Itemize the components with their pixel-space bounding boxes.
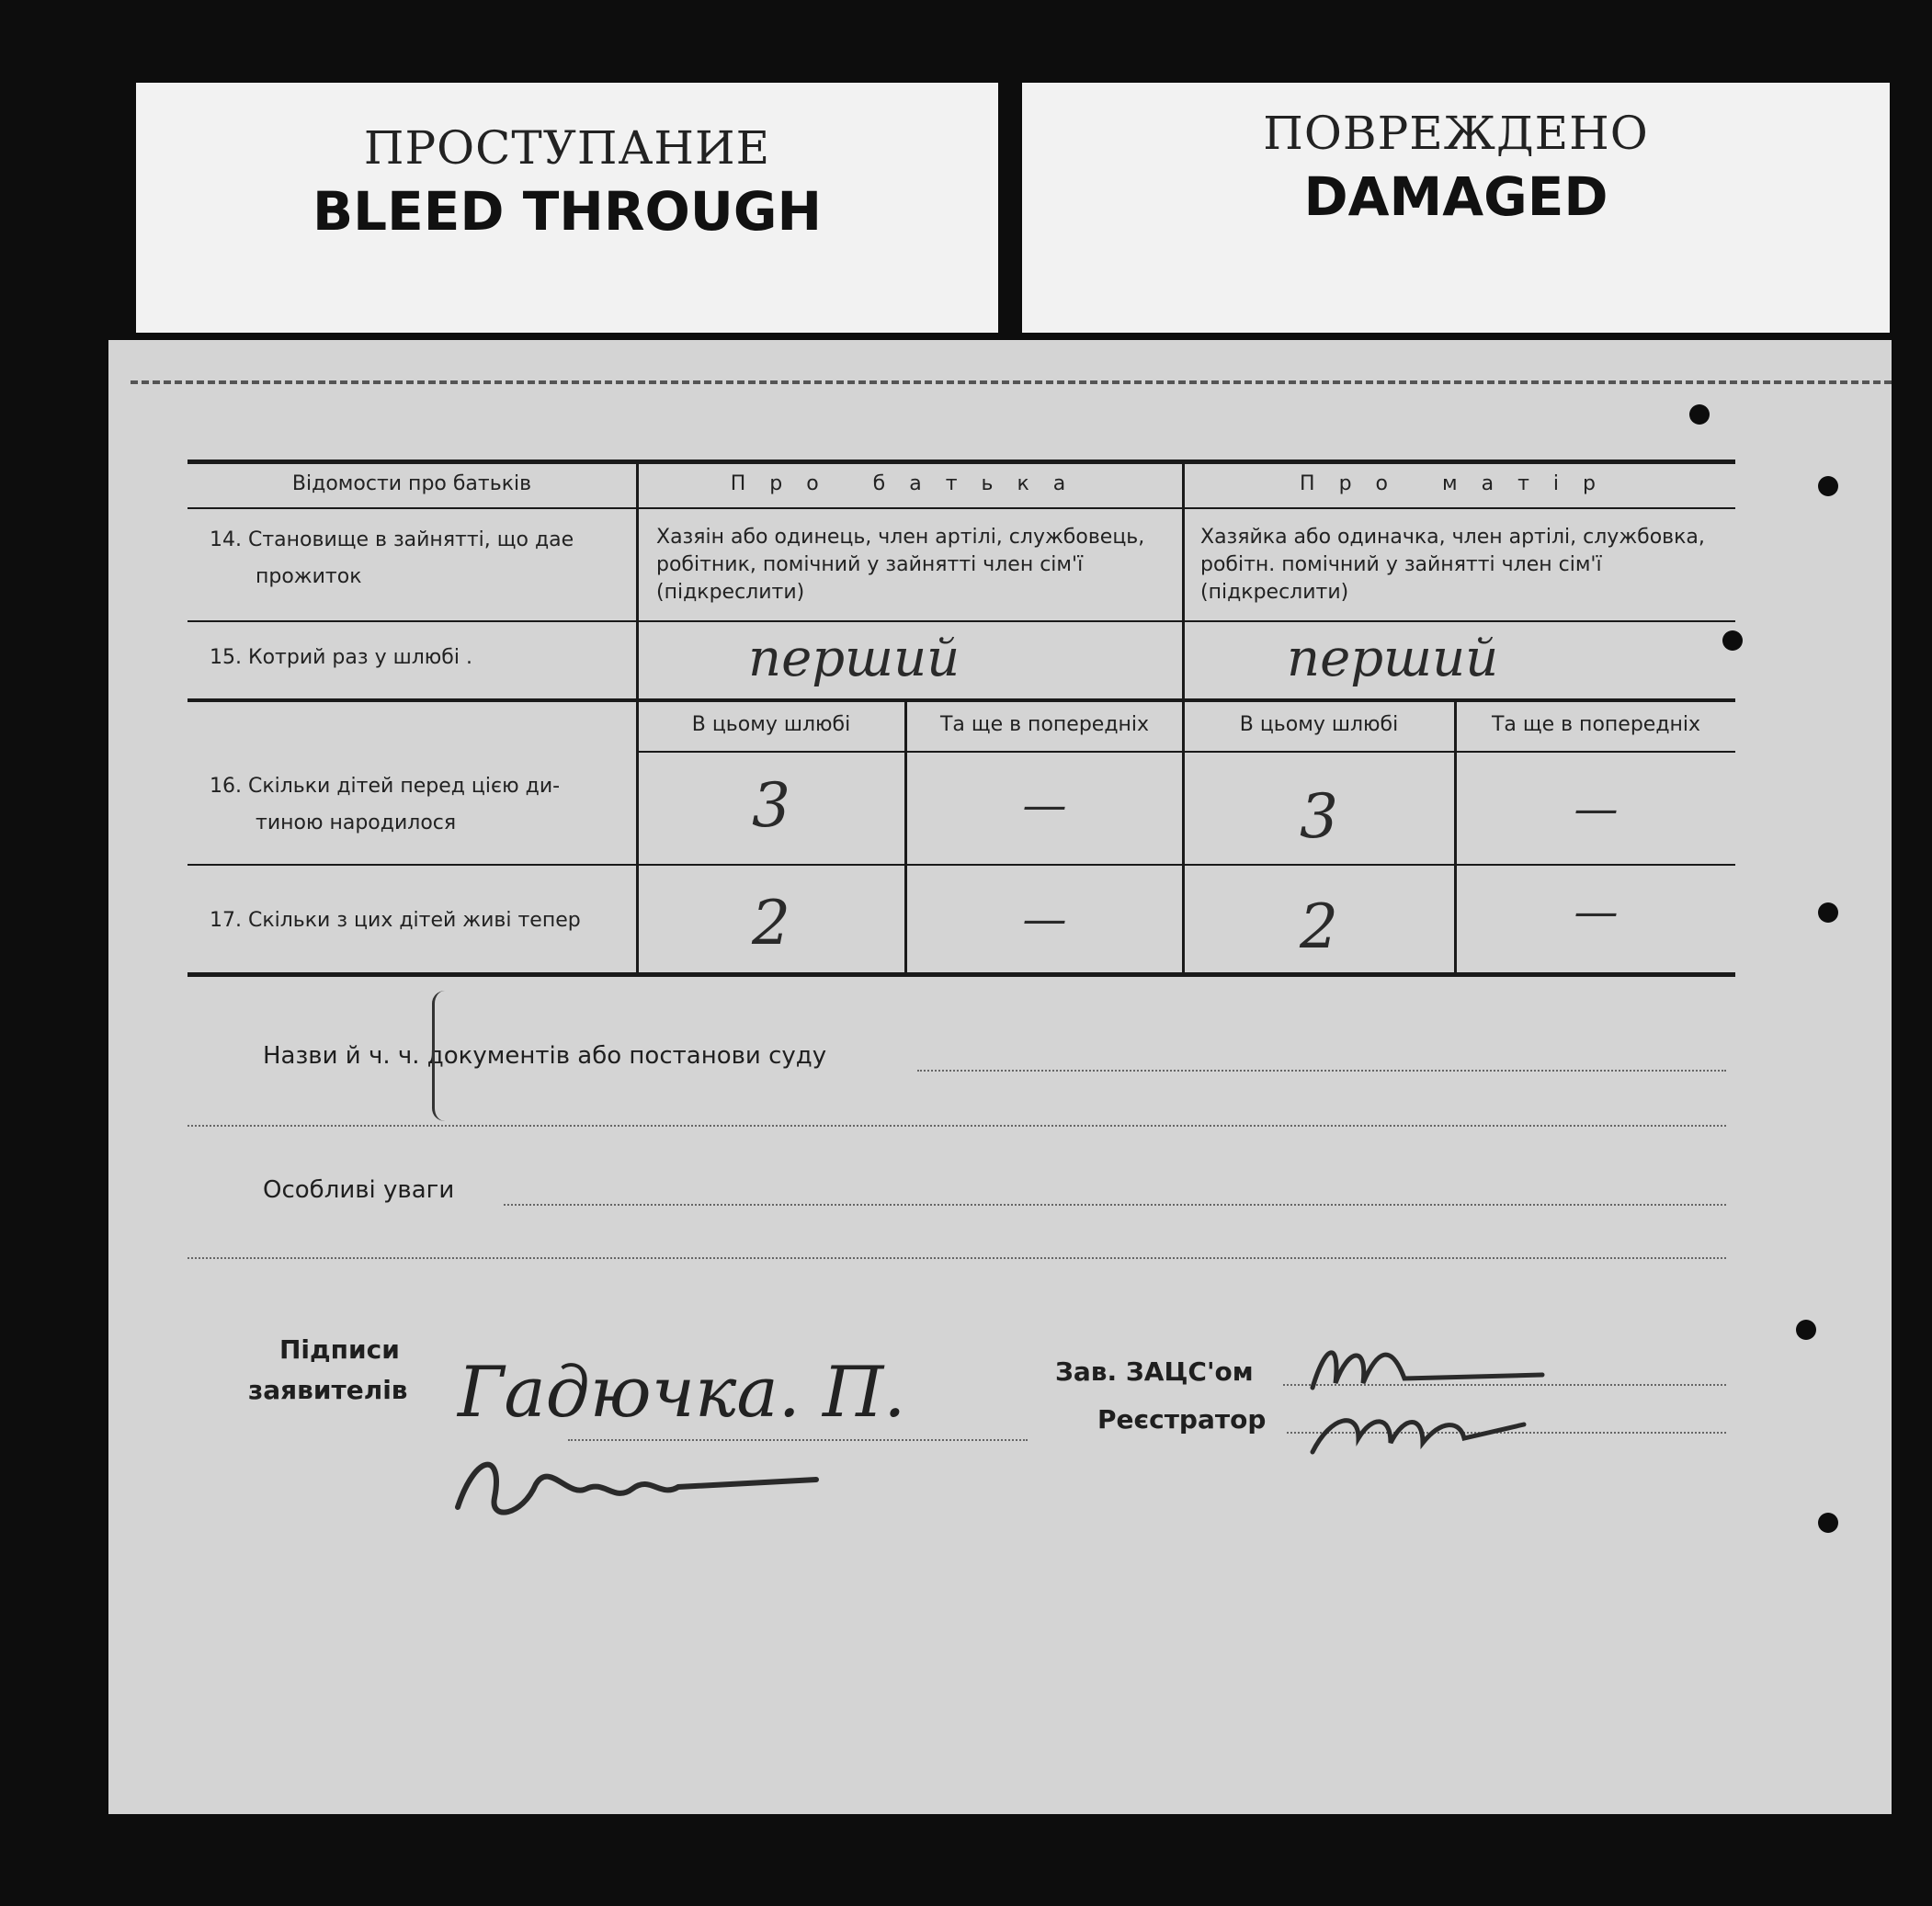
registrar-label: Реєстратор xyxy=(1097,1404,1267,1435)
bleed-through-tag-en: BLEED THROUGH xyxy=(312,180,823,243)
row14-label-b: прожиток xyxy=(256,565,362,588)
row14-father-options: Хазяін або одинець, член артілі, службовець, робітник, помічний у зайнятті член сім'ї (підкреслити) xyxy=(656,526,1145,604)
row14-label-a: 14. Становище в зайнятті, що дае xyxy=(210,528,574,551)
row15-label: 15. Котрий раз у шлюбі . xyxy=(210,646,472,669)
row17-mother-previous: — xyxy=(1574,886,1619,937)
damaged-tag-ru: ПОВРЕЖДЕНО xyxy=(1263,107,1649,160)
document-sheet xyxy=(108,340,1892,1814)
row15-mother-value: перший xyxy=(1287,629,1499,688)
row16-mother-this: 3 xyxy=(1300,781,1338,852)
row17-father-previous: — xyxy=(1022,893,1067,945)
head-zags-label: Зав. ЗАЦС'ом xyxy=(1055,1356,1254,1387)
applicant-signature-2 xyxy=(449,1434,835,1535)
row15-father-value: перший xyxy=(748,629,960,688)
row17-mother-this: 2 xyxy=(1300,891,1338,962)
damaged-tag xyxy=(1022,83,1890,333)
applicant-signature-1: Гадючка. П. xyxy=(458,1351,906,1433)
parents-table xyxy=(188,459,1735,978)
subhead-father-this: В цьому шлюбі xyxy=(691,713,851,736)
bleed-through-tag-ru: ПРОСТУПАНИЕ xyxy=(363,121,771,175)
row16-mother-previous: — xyxy=(1574,783,1619,834)
header-parents-info: Відомости про батьків xyxy=(291,472,532,495)
row14-mother-options: Хазяйка або одиначка, член артілі, службовка, робітн. помічний у зайнятті член сім'ї (підкреслити) xyxy=(1200,526,1705,604)
damaged-tag-en: DAMAGED xyxy=(1303,165,1608,228)
signatures-label-b: заявителів xyxy=(248,1375,408,1405)
subhead-father-previous: Та ще в попередніх xyxy=(939,713,1150,736)
row16-label-a: 16. Скільки дітей перед цією ди- xyxy=(210,775,561,798)
subhead-mother-previous: Та ще в попередніх xyxy=(1491,713,1701,736)
header-about-father: Про батька xyxy=(730,472,1090,495)
row16-label-b: тиною народилося xyxy=(256,811,457,834)
remarks-field-label: Особливі уваги xyxy=(263,1176,455,1204)
header-about-mother: Про матір xyxy=(1300,472,1619,495)
row16-father-previous: — xyxy=(1022,779,1067,831)
signatures-brace xyxy=(432,991,448,1121)
bleed-through-tag xyxy=(136,83,998,333)
documents-field-label: Назви й ч. ч. документів або постанови суду xyxy=(263,1042,827,1070)
registrar-signature xyxy=(1303,1388,1542,1470)
subhead-mother-this: В цьому шлюбі xyxy=(1239,713,1399,736)
row17-father-this: 2 xyxy=(752,888,790,959)
perforation-line xyxy=(131,380,1892,384)
signatures-label-a: Підписи xyxy=(279,1334,400,1365)
row16-father-this: 3 xyxy=(752,770,790,841)
row17-label: 17. Скільки з цих дітей живі тепер xyxy=(210,909,581,932)
